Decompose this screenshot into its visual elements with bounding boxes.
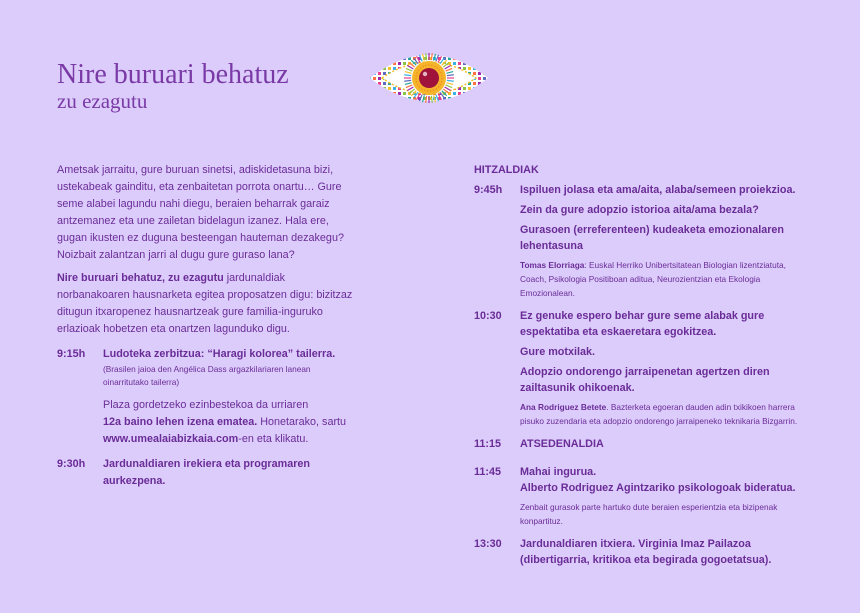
eye-logo-icon bbox=[366, 40, 492, 116]
eye-pupil bbox=[419, 68, 439, 88]
intro-column bbox=[57, 162, 357, 490]
talk-item: Ispiluen jolasa eta ama/aita, alaba/semeen proiekzioa. bbox=[520, 184, 796, 196]
intro-paragraph-1: Ametsak jarraitu, gure buruan sinetsi, adiskidetasuna bizi, ustekabeak gainditu, eta zenbaitetan porrota onartu… Gure seme alabei lagundu nahi diegu, beraien beharrak garaiz antzemanez eta une zailetan bidelagun izanez. Hala ere, gugan ikusten ez duguna besteengan hauteman dezakegu? Noizbait zalantzan jarri al dugu gure guraso lana? bbox=[57, 164, 344, 261]
talk-speaker: Tomas Elorriaga: Euskal Herriko Unibertsitatean Biologian lizentziatuta, Coach, Psikologia Positiboan aditua, Neurozientzian eta Ekologia Emozionalean. bbox=[520, 260, 786, 298]
talk-note: Zenbait gurasok parte hartuko dute beraien esperientzia eta bizipenak konpartituz. bbox=[520, 502, 778, 526]
talk-time: 11:15 bbox=[474, 438, 502, 450]
talk-item: Gurasoen (erreferenteen) kudeaketa emozionalaren lehentasuna bbox=[520, 224, 785, 252]
talk-row bbox=[474, 464, 804, 528]
talks-column bbox=[474, 162, 804, 576]
intro-paragraph-2 bbox=[57, 270, 357, 338]
talks-heading: HITZALDIAK bbox=[474, 164, 539, 176]
talk-time: 10:30 bbox=[474, 310, 502, 322]
registration-deadline: 12a baino lehen izena ematea. bbox=[103, 416, 258, 428]
program-content bbox=[103, 346, 357, 448]
program-time: 9:30h bbox=[57, 458, 86, 470]
program-title: Ludoteka zerbitzua: “Haragi kolorea” tailerra. bbox=[103, 348, 336, 360]
talk-item: Alberto Rodriguez Agintzariko psikologoak bideratua. bbox=[520, 482, 796, 494]
break-label: ATSEDENALDIA bbox=[520, 438, 604, 450]
talk-item: Adopzio ondorengo jarraipenetan agertzen diren zailtasunik ohikoenak. bbox=[520, 366, 770, 394]
talk-speaker: Ana Rodriguez Betete. Bazterketa egoeran dauden adin txikikoen harrera pisuko zuzendaria eta adopzio ondorengo jarraipeneko teknikaria Bizgarrin. bbox=[520, 402, 798, 426]
talk-item: Ez genuke espero behar gure seme alabak gure espektatiba eta eskaeretara egokitzea. bbox=[520, 310, 765, 338]
program-note: (Brasilen jaioa den Angélica Dass argazkilariaren lanean oinarritutako tailerra) bbox=[103, 364, 311, 387]
talk-row bbox=[474, 308, 804, 428]
talk-time: 11:45 bbox=[474, 466, 502, 478]
intro-paragraph-2-text: jardunaldiak norbanakoaren hausnarketa egitea proposatzen digu: bizitzaz ditugun itxaropenez hausnartzeak gure familia-inguruko erlazioak hobetzen eta onartzen lagunduko digu. bbox=[57, 272, 353, 335]
registration-info: Plaza gordetzeko ezinbestekoa da urriaren 12a baino lehen izena ematea. Honetarako, sartu www.umealaiabizkaia.com-en eta klikatu. bbox=[103, 399, 347, 445]
program-row-ludoteka bbox=[57, 346, 357, 448]
talk-item: Zein da gure adopzio istorioa aita/ama bezala? bbox=[520, 204, 759, 216]
title-block bbox=[57, 60, 289, 112]
registration-link[interactable]: www.umealaiabizkaia.com bbox=[103, 433, 239, 445]
page-title: Nire buruari behatuz bbox=[57, 59, 289, 90]
page-subtitle: zu ezagutu bbox=[57, 89, 148, 113]
talk-time: 9:45h bbox=[474, 184, 503, 196]
talk-item: Jardunaldiaren itxiera. Virginia Imaz Pailazoa (dibertigarria, kritikoa eta begirada gogoetatsua). bbox=[520, 538, 772, 566]
talk-item: Mahai ingurua. bbox=[520, 466, 597, 478]
talk-row bbox=[474, 536, 804, 568]
program-time: 9:15h bbox=[57, 348, 86, 360]
program-row-opening bbox=[57, 456, 357, 490]
intro-event-name: Nire buruari behatuz, zu ezagutu bbox=[57, 272, 224, 284]
talk-row-break bbox=[474, 436, 804, 456]
program-title: Jardunaldiaren irekiera eta programaren aurkezpena. bbox=[103, 458, 311, 487]
talk-time: 13:30 bbox=[474, 538, 502, 550]
talk-item: Gure motxilak. bbox=[520, 346, 596, 358]
talk-row bbox=[474, 182, 804, 300]
